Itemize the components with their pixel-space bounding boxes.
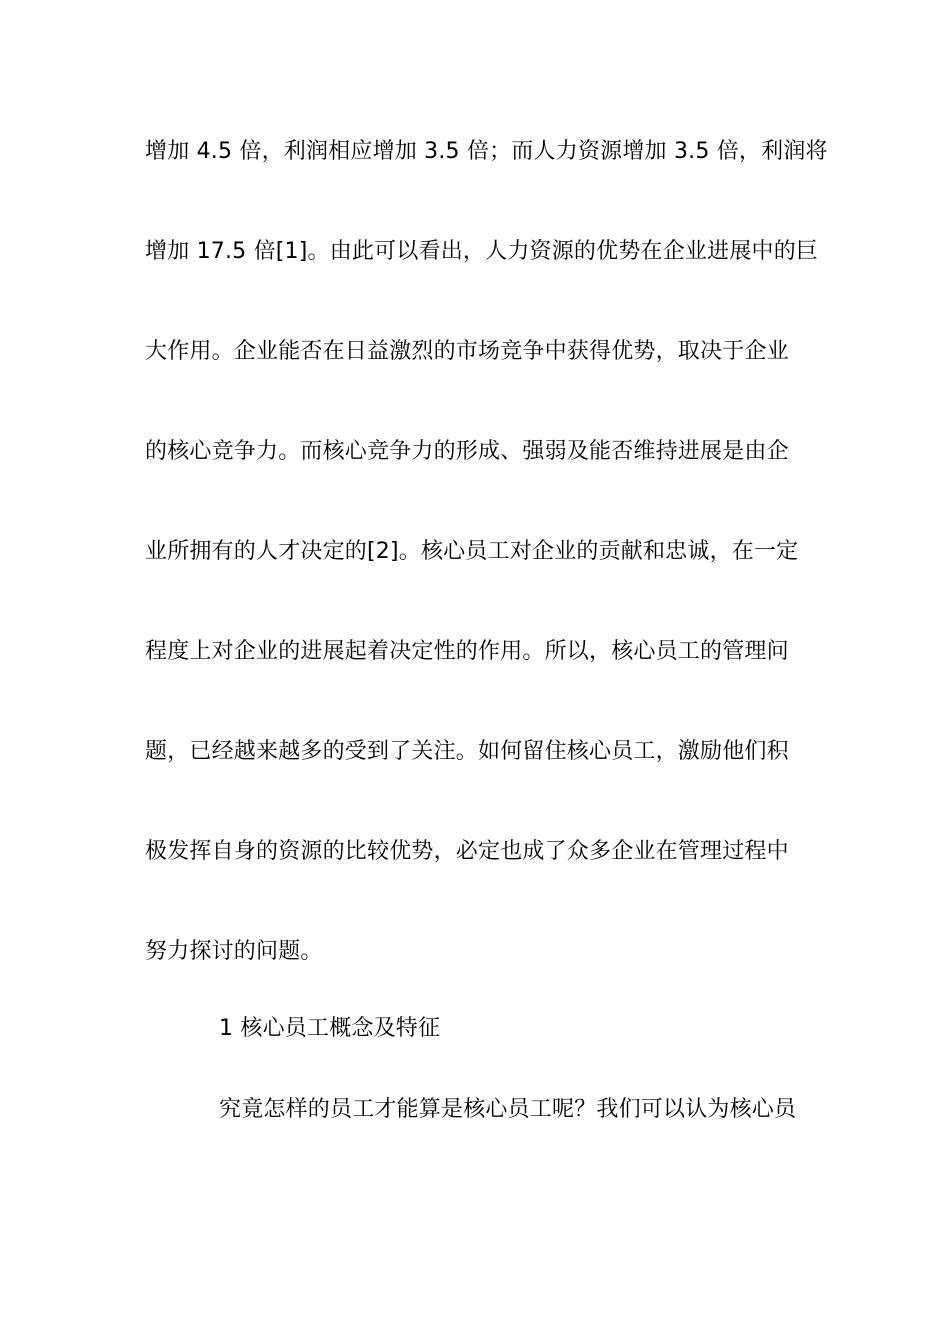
paragraph-line: 大作用。企业能否在日益激烈的市场竞争中获得优势，取决于企业 xyxy=(145,339,789,364)
paragraph-line: 题，已经越来越多的受到了关注。如何留住核心员工，激励他们积 xyxy=(145,739,789,764)
paragraph-line: 努力探讨的问题。 xyxy=(145,939,323,964)
paragraph-line: 程度上对企业的进展起着决定性的作用。所以，核心员工的管理问 xyxy=(145,639,789,664)
paragraph-line: 增加 4.5 倍，利润相应增加 3.5 倍；而人力资源增加 3.5 倍，利润将 xyxy=(145,139,828,164)
paragraph-line: 究竟怎样的员工才能算是核心员工呢？我们可以认为核心员 xyxy=(219,1097,797,1122)
paragraph-line: 极发挥自身的资源的比较优势，必定也成了众多企业在管理过程中 xyxy=(145,839,789,864)
paragraph-line: 增加 17.5 倍[1]。由此可以看出，人力资源的优势在企业进展中的巨 xyxy=(145,239,819,264)
section-heading: 1 核心员工概念及特征 xyxy=(219,1016,441,1041)
paragraph-line: 业所拥有的人才决定的[2]。核心员工对企业的贡献和忠诚，在一定 xyxy=(145,539,799,564)
paragraph-line: 的核心竞争力。而核心竞争力的形成、强弱及能否维持进展是由企 xyxy=(145,439,789,464)
